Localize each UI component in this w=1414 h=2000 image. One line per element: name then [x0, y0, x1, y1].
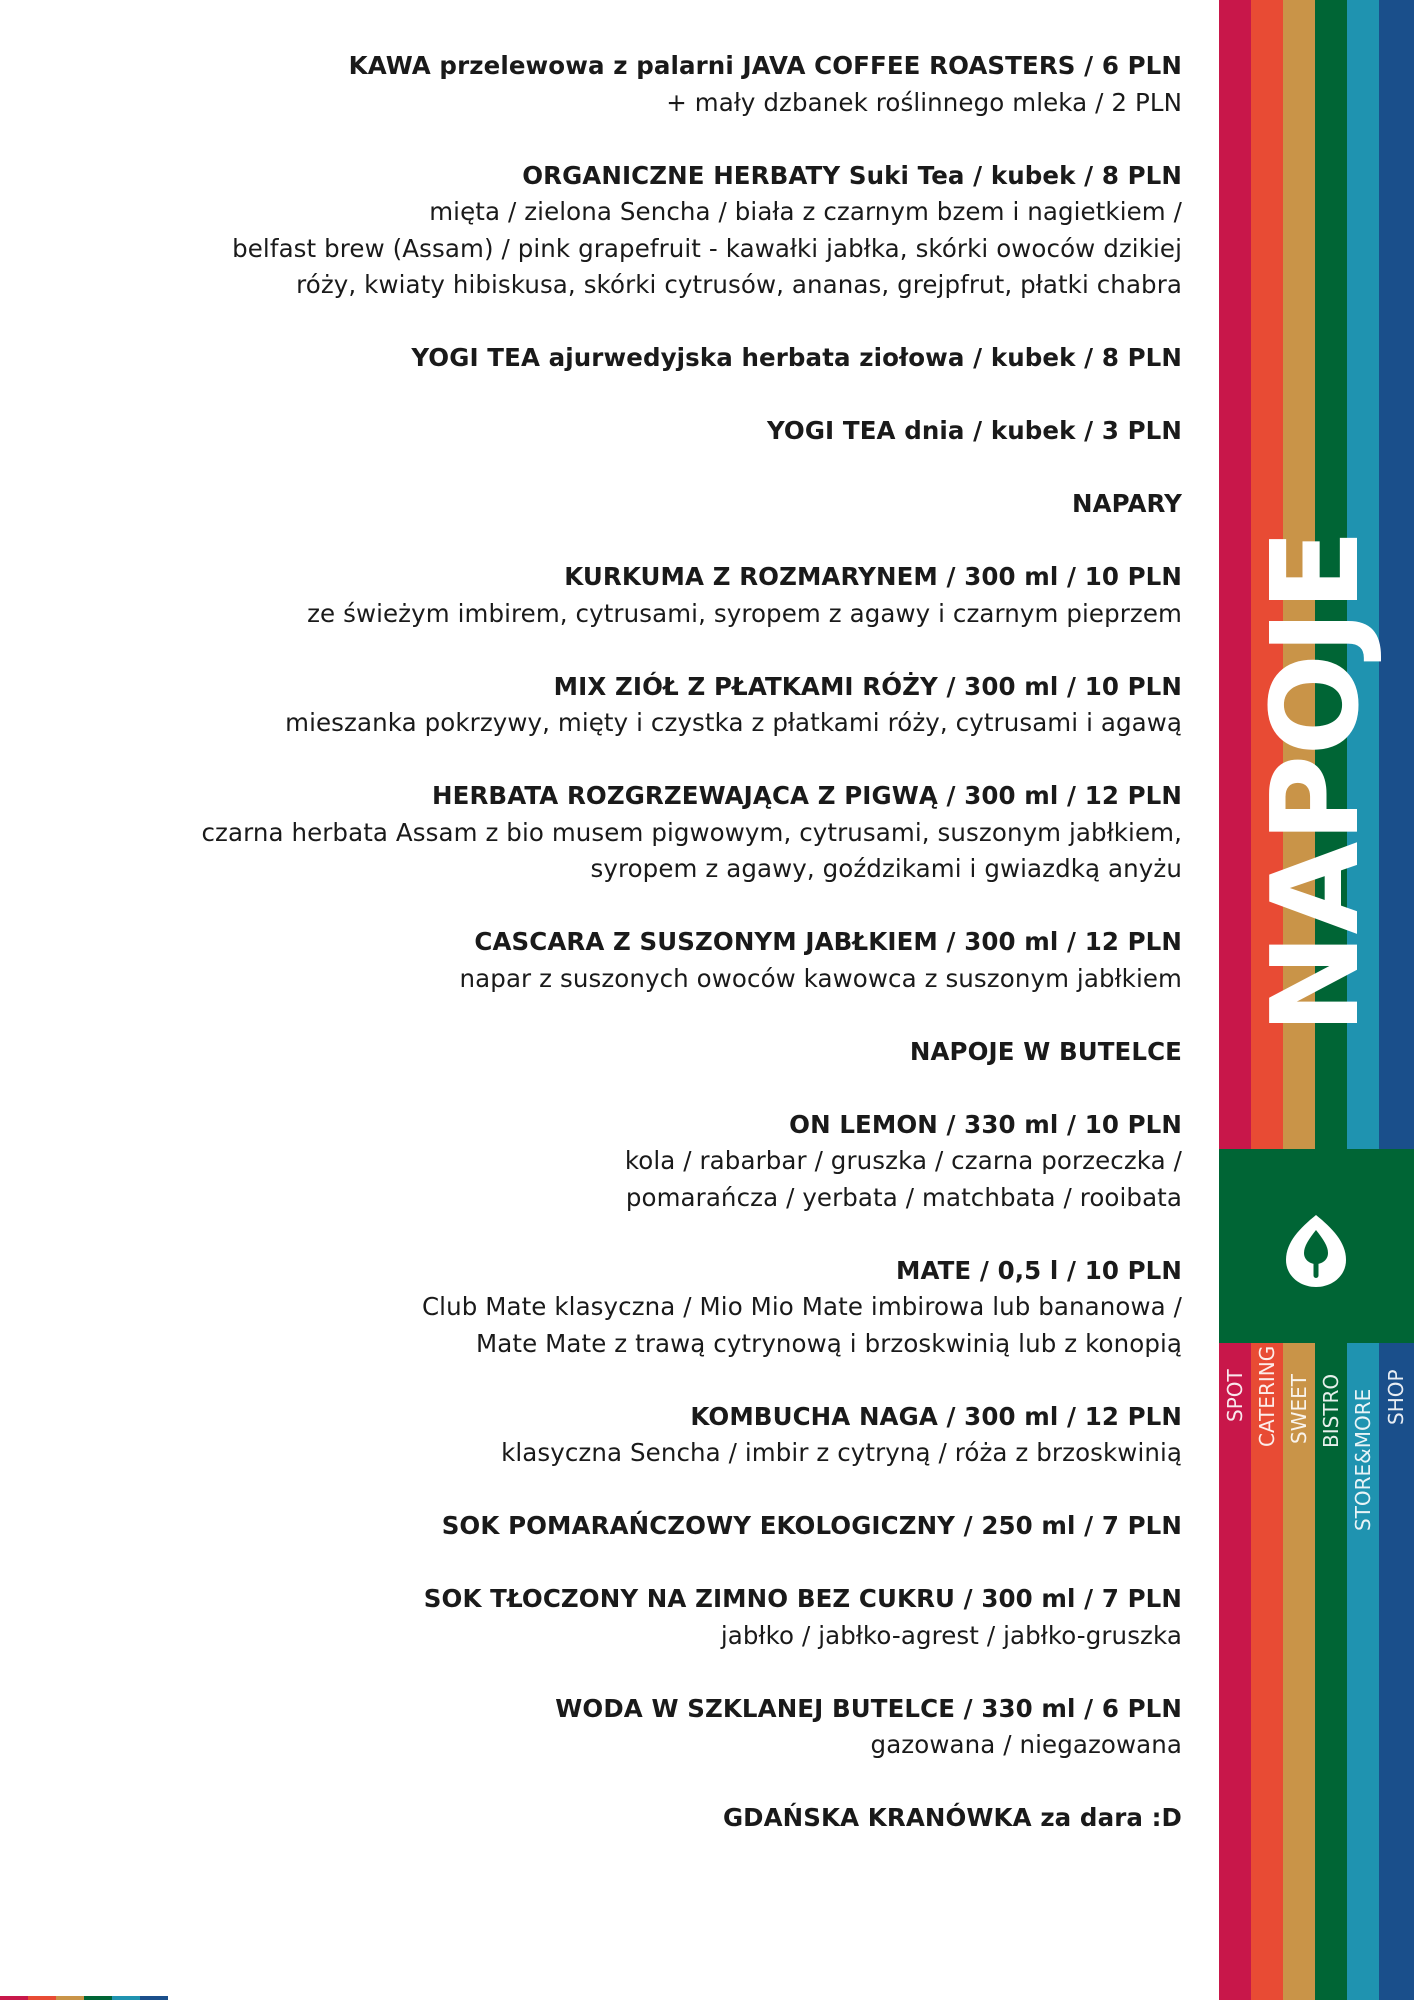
item-description: + mały dzbanek roślinnego mleka / 2 PLN — [666, 87, 1182, 117]
item-title: CASCARA Z SUSZONYM JABŁKIEM / 300 ml / 12 PLN — [474, 927, 1182, 956]
item-title: KURKUMA Z ROZMARYNEM / 300 ml / 10 PLN — [564, 562, 1182, 591]
item-title: YOGI TEA ajurwedyjska herbata ziołowa / kubek / 8 PLN — [411, 343, 1182, 372]
item-title: KOMBUCHA NAGA / 300 ml / 12 PLN — [690, 1401, 1182, 1431]
menu-item-herbata-pigwa — [60, 778, 1182, 888]
menu-item-organic-tea — [60, 158, 1182, 304]
side-label-catering: CATERING — [1255, 1345, 1279, 1447]
section-title: NAPOJE W BUTELCE — [909, 1036, 1182, 1066]
section-heading-napary — [60, 486, 1182, 523]
menu-item-sok-tloczony — [60, 1581, 1182, 1654]
menu-item-sok-pomaranczowy — [60, 1508, 1182, 1545]
item-title: SOK POMARAŃCZOWY EKOLOGICZNY / 250 ml / 7 PLN — [441, 1511, 1182, 1540]
menu-item-mix-ziol — [60, 669, 1182, 742]
side-label-shop: SHOP — [1384, 1369, 1408, 1425]
item-description: gazowana / niegazowana — [870, 1730, 1182, 1759]
menu-item-kranowka — [60, 1800, 1182, 1837]
menu-item-coffee — [60, 48, 1182, 121]
item-description: Mate Mate z trawą cytrynową i brzoskwinią lub z konopią — [476, 1328, 1182, 1358]
item-description: jabłko / jabłko-agrest / jabłko-gruszka — [720, 1620, 1182, 1650]
section-heading-napoje-w-butelce — [60, 1034, 1182, 1071]
item-description: kola / rabarbar / gruszka / czarna porzeczka / — [624, 1146, 1182, 1175]
bottom-bar-segment — [168, 1996, 196, 2000]
item-description: mieszanka pokrzywy, mięty i czystka z płatkami róży, cytrusami i agawą — [285, 708, 1182, 737]
bottom-bar-segment — [140, 1996, 168, 2000]
item-description: Club Mate klasyczna / Mio Mio Mate imbirowa lub bananowa / — [421, 1292, 1182, 1321]
side-title-area — [1248, 468, 1386, 1096]
item-description: pomarańcza / yerbata / matchbata / rooibata — [625, 1182, 1182, 1212]
menu-item-kurkuma — [60, 559, 1182, 632]
item-title: ON LEMON / 330 ml / 10 PLN — [789, 1109, 1182, 1139]
section-title: NAPARY — [1071, 489, 1182, 518]
item-title: MIX ZIÓŁ Z PŁATKAMI RÓŻY / 300 ml / 10 PLN — [553, 671, 1182, 701]
item-title: KAWA przelewowa z palarni JAVA COFFEE ROASTERS / 6 PLN — [348, 51, 1182, 80]
item-title: MATE / 0,5 l / 10 PLN — [895, 1255, 1182, 1285]
item-title: GDAŃSKA KRANÓWKA za dara :D — [722, 1803, 1182, 1832]
side-label-store-more: STORE&MORE — [1351, 1388, 1375, 1531]
menu-item-kombucha — [60, 1399, 1182, 1472]
item-title: SOK TŁOCZONY NA ZIMNO BEZ CUKRU / 300 ml / 7 PLN — [423, 1584, 1182, 1613]
side-title: NAPOJE — [1247, 530, 1386, 1034]
item-description: czarna herbata Assam z bio musem pigwowym, cytrusami, suszonym jabłkiem, — [201, 817, 1182, 847]
bottom-bar-segment — [28, 1996, 56, 2000]
item-description: róży, kwiaty hibiskusa, skórki cytrusów, ananas, grejpfrut, płatki chabra — [296, 270, 1182, 299]
side-label-sweet: SWEET — [1287, 1374, 1311, 1444]
side-label-bistro: BISTRO — [1319, 1373, 1343, 1448]
item-description: belfast brew (Assam) / pink grapefruit - kawałki jabłka, skórki owoców dzikiej — [232, 233, 1182, 263]
menu-item-yogi-tea — [60, 340, 1182, 377]
bottom-bar-segment — [0, 1996, 28, 2000]
menu-item-yogi-day — [60, 413, 1182, 450]
item-title: HERBATA ROZGRZEWAJĄCA Z PIGWĄ / 300 ml / 12 PLN — [432, 781, 1182, 810]
item-description: mięta / zielona Sencha / biała z czarnym bzem i nagietkiem / — [429, 197, 1182, 226]
item-title: YOGI TEA dnia / kubek / 3 PLN — [766, 416, 1182, 445]
side-label-spot: SPOT — [1223, 1369, 1247, 1422]
item-description: klasyczna Sencha / imbir z cytryną / róża z brzoskwinią — [501, 1438, 1182, 1467]
leaf-drop-icon — [1280, 1212, 1352, 1294]
item-description: syropem z agawy, goździkami i gwiazdką anyżu — [590, 854, 1182, 883]
menu-content — [60, 48, 1182, 1873]
bottom-bar-segment — [84, 1996, 112, 2000]
item-title: ORGANICZNE HERBATY Suki Tea / kubek / 8 PLN — [522, 160, 1182, 190]
bottom-color-bar — [0, 1996, 196, 2000]
item-description: napar z suszonych owoców kawowca z suszonym jabłkiem — [459, 963, 1182, 993]
item-title: WODA W SZKLANEJ BUTELCE / 330 ml / 6 PLN — [555, 1693, 1182, 1723]
menu-item-woda — [60, 1691, 1182, 1764]
item-description: ze świeżym imbirem, cytrusami, syropem z agawy i czarnym pieprzem — [307, 598, 1182, 628]
bottom-bar-segment — [56, 1996, 84, 2000]
menu-item-mate — [60, 1253, 1182, 1363]
menu-item-on-lemon — [60, 1107, 1182, 1217]
bottom-bar-segment — [112, 1996, 140, 2000]
menu-item-cascara — [60, 924, 1182, 997]
